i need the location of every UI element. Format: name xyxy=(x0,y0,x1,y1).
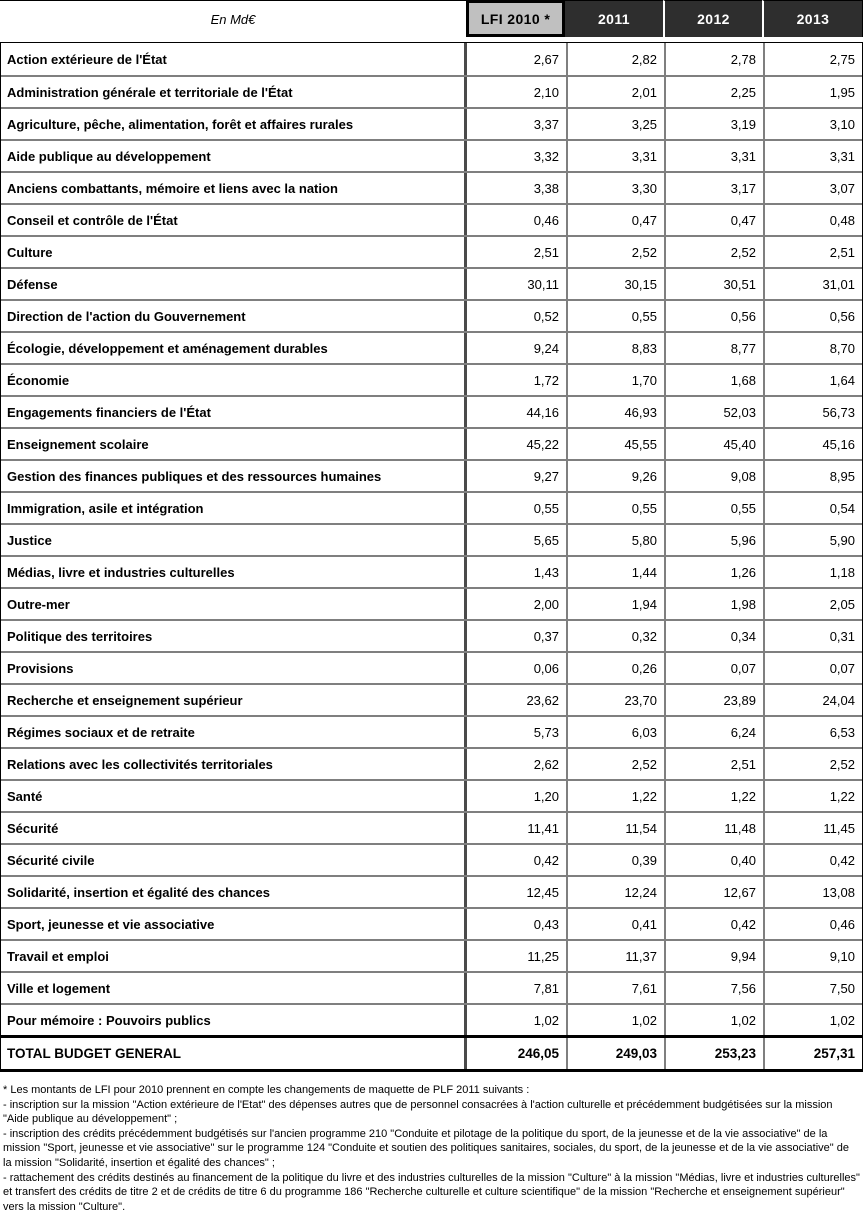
value-cell: 0,55 xyxy=(533,500,559,516)
value-cell: 1,22 xyxy=(763,781,862,811)
total-row xyxy=(1,1035,862,1069)
value-cell: 3,31 xyxy=(566,141,664,171)
table-header-row xyxy=(0,0,863,37)
value-cell: 1,94 xyxy=(566,589,664,619)
table-row xyxy=(1,235,862,267)
table-row xyxy=(1,875,862,907)
value-cell: 3,31 xyxy=(763,141,862,171)
mission-label: Administration générale et territoriale de l'État xyxy=(1,77,467,107)
value-cell: 3,31 xyxy=(664,141,763,171)
value-cell: 2,51 xyxy=(664,749,763,779)
table-row xyxy=(1,363,862,395)
mission-label: Relations avec les collectivités territoriales xyxy=(1,749,467,779)
value-cell: 11,25 xyxy=(527,948,559,964)
mission-label: Outre-mer xyxy=(1,589,467,619)
value-cell: 11,48 xyxy=(664,813,763,843)
value-cell: 0,37 xyxy=(533,628,559,644)
value-cell: 0,55 xyxy=(664,493,763,523)
footnote-item-2: - inscription des crédits précédemment budgétisés sur l'ancien programme 210 "Conduite et pilotage de la politique du sport, de la jeunesse et de la vie associative" de la mission "Sport, jeunesse et vie associative" sur le programme 124 "Conduite et soutien des politiques sanitaires, sociales, du sport, de la jeunesse et de la vie associative" de la mission "Solidarité, insertion et égalité des chances" ; xyxy=(3,1127,849,1169)
value-cell: 0,34 xyxy=(664,621,763,651)
value-cell: 0,52 xyxy=(533,308,559,324)
value-cell: 0,26 xyxy=(566,653,664,683)
value-cell: 3,37 xyxy=(533,116,559,132)
footnote-item-1: - inscription sur la mission "Action extérieure de l'Etat" des dépenses autres que de personnel consacrées à l'action culturelle et précédemment budgétisées sur la mission "Aide publique au développement" ; xyxy=(3,1098,833,1126)
value-cell: 11,54 xyxy=(566,813,664,843)
value-cell: 52,03 xyxy=(664,397,763,427)
table-row xyxy=(1,299,862,331)
total-value-2013: 257,31 xyxy=(763,1038,862,1069)
value-cell: 2,51 xyxy=(533,244,559,260)
value-cell: 0,48 xyxy=(763,205,862,235)
mission-label: Sport, jeunesse et vie associative xyxy=(1,909,467,939)
value-cell: 0,47 xyxy=(566,205,664,235)
value-cell: 0,42 xyxy=(533,852,559,868)
value-cell: 7,56 xyxy=(664,973,763,1003)
value-cell: 6,24 xyxy=(664,717,763,747)
value-cell: 9,27 xyxy=(533,468,559,484)
value-cell: 0,55 xyxy=(566,493,664,523)
value-cell: 1,72 xyxy=(533,372,559,388)
value-cell: 3,32 xyxy=(533,148,559,164)
value-cell: 2,10 xyxy=(533,84,559,100)
value-cell: 9,94 xyxy=(664,941,763,971)
table-row xyxy=(1,779,862,811)
value-cell: 1,18 xyxy=(763,557,862,587)
table-row xyxy=(1,139,862,171)
value-cell: 0,55 xyxy=(566,301,664,331)
value-cell: 30,15 xyxy=(566,269,664,299)
value-cell: 1,44 xyxy=(566,557,664,587)
table-row xyxy=(1,395,862,427)
mission-label: Défense xyxy=(1,269,467,299)
value-cell: 9,26 xyxy=(566,461,664,491)
value-cell: 2,51 xyxy=(763,237,862,267)
mission-label: Régimes sociaux et de retraite xyxy=(1,717,467,747)
table-row xyxy=(1,43,862,75)
footnote-intro: * Les montants de LFI pour 2010 prennent en compte les changements de maquette de PLF 2011 suivants : xyxy=(3,1084,530,1096)
mission-label: Médias, livre et industries culturelles xyxy=(1,557,467,587)
footnote-item-3: - rattachement des crédits destinés au financement de la politique du livre et des industries culturelles de la mission "Culture" à la mission "Médias, livre et industries culturelles" et transfert des crédits de titre 2 et de crédits de titre 6 du programme 186 "Recherche culturelle et culture scientifique" de la mission "Recherche et enseignement supérieur" vers la mission "Culture". xyxy=(3,1171,860,1211)
unit-label: En Md€ xyxy=(0,0,466,37)
table-row xyxy=(1,939,862,971)
table-row xyxy=(1,267,862,299)
table-row xyxy=(1,555,862,587)
value-cell: 5,96 xyxy=(664,525,763,555)
value-cell: 0,42 xyxy=(664,909,763,939)
value-cell: 1,02 xyxy=(763,1005,862,1035)
value-cell: 0,32 xyxy=(566,621,664,651)
value-cell: 11,37 xyxy=(566,941,664,971)
value-cell: 11,41 xyxy=(527,820,559,836)
value-cell: 3,25 xyxy=(566,109,664,139)
value-cell: 1,20 xyxy=(533,788,559,804)
value-cell: 45,22 xyxy=(526,436,559,452)
mission-label: Sécurité xyxy=(1,813,467,843)
mission-label: Travail et emploi xyxy=(1,941,467,971)
value-cell: 3,30 xyxy=(566,173,664,203)
mission-label: Sécurité civile xyxy=(1,845,467,875)
value-cell: 2,52 xyxy=(664,237,763,267)
table-row xyxy=(1,907,862,939)
value-cell: 1,64 xyxy=(763,365,862,395)
mission-label: Ville et logement xyxy=(1,973,467,1003)
value-cell: 1,02 xyxy=(664,1005,763,1035)
table-row xyxy=(1,843,862,875)
mission-label: Justice xyxy=(1,525,467,555)
value-cell: 1,02 xyxy=(533,1012,559,1028)
mission-label: Recherche et enseignement supérieur xyxy=(1,685,467,715)
footnotes xyxy=(0,1083,863,1211)
table-row xyxy=(1,619,862,651)
mission-label: Gestion des finances publiques et des ressources humaines xyxy=(1,461,467,491)
value-cell: 2,25 xyxy=(664,77,763,107)
mission-label: Enseignement scolaire xyxy=(1,429,467,459)
value-cell: 0,31 xyxy=(763,621,862,651)
value-cell: 2,05 xyxy=(763,589,862,619)
value-cell: 45,55 xyxy=(566,429,664,459)
value-cell: 11,45 xyxy=(763,813,862,843)
value-cell: 24,04 xyxy=(763,685,862,715)
value-cell: 8,77 xyxy=(664,333,763,363)
value-cell: 12,24 xyxy=(566,877,664,907)
value-cell: 2,82 xyxy=(566,43,664,75)
total-value-2012: 253,23 xyxy=(664,1038,763,1069)
value-cell: 1,43 xyxy=(533,564,559,580)
table-row xyxy=(1,523,862,555)
value-cell: 5,80 xyxy=(566,525,664,555)
value-cell: 9,10 xyxy=(763,941,862,971)
value-cell: 30,11 xyxy=(527,276,559,292)
value-cell: 2,62 xyxy=(533,756,559,772)
mission-label: Écologie, développement et aménagement durables xyxy=(1,333,467,363)
mission-label: Immigration, asile et intégration xyxy=(1,493,467,523)
value-cell: 3,07 xyxy=(763,173,862,203)
table-row xyxy=(1,459,862,491)
value-cell: 0,46 xyxy=(763,909,862,939)
value-cell: 2,00 xyxy=(533,596,559,612)
value-cell: 1,95 xyxy=(763,77,862,107)
mission-label: Direction de l'action du Gouvernement xyxy=(1,301,467,331)
mission-label: Conseil et contrôle de l'État xyxy=(1,205,467,235)
table-row xyxy=(1,203,862,235)
value-cell: 6,53 xyxy=(763,717,862,747)
table-row xyxy=(1,331,862,363)
mission-label: Action extérieure de l'État xyxy=(1,43,467,75)
value-cell: 3,17 xyxy=(664,173,763,203)
value-cell: 1,02 xyxy=(566,1005,664,1035)
value-cell: 1,70 xyxy=(566,365,664,395)
value-cell: 1,98 xyxy=(664,589,763,619)
column-header-2012: 2012 xyxy=(663,0,762,37)
value-cell: 3,38 xyxy=(533,180,559,196)
value-cell: 3,19 xyxy=(664,109,763,139)
value-cell: 31,01 xyxy=(763,269,862,299)
value-cell: 0,47 xyxy=(664,205,763,235)
value-cell: 12,67 xyxy=(664,877,763,907)
table-row xyxy=(1,651,862,683)
value-cell: 3,10 xyxy=(763,109,862,139)
value-cell: 45,40 xyxy=(664,429,763,459)
value-cell: 23,70 xyxy=(566,685,664,715)
mission-label: Santé xyxy=(1,781,467,811)
table-row xyxy=(1,683,862,715)
table-row xyxy=(1,1003,862,1035)
mission-label: Agriculture, pêche, alimentation, forêt et affaires rurales xyxy=(1,109,467,139)
table-body xyxy=(0,42,863,1072)
value-cell: 0,56 xyxy=(763,301,862,331)
value-cell: 0,43 xyxy=(533,916,559,932)
table-row xyxy=(1,171,862,203)
table-row xyxy=(1,107,862,139)
value-cell: 23,62 xyxy=(526,692,559,708)
table-row xyxy=(1,811,862,843)
value-cell: 0,46 xyxy=(533,212,559,228)
value-cell: 12,45 xyxy=(526,884,559,900)
value-cell: 2,75 xyxy=(763,43,862,75)
value-cell: 45,16 xyxy=(763,429,862,459)
value-cell: 44,16 xyxy=(526,404,559,420)
value-cell: 2,78 xyxy=(664,43,763,75)
value-cell: 9,24 xyxy=(533,340,559,356)
mission-label: Pour mémoire : Pouvoirs publics xyxy=(1,1005,467,1035)
value-cell: 1,22 xyxy=(664,781,763,811)
table-row xyxy=(1,587,862,619)
column-header-2013: 2013 xyxy=(762,0,863,37)
value-cell: 1,22 xyxy=(566,781,664,811)
mission-label: Provisions xyxy=(1,653,467,683)
value-cell: 7,81 xyxy=(533,980,559,996)
value-cell: 0,07 xyxy=(664,653,763,683)
value-cell: 1,26 xyxy=(664,557,763,587)
value-cell: 8,83 xyxy=(566,333,664,363)
value-cell: 5,65 xyxy=(533,532,559,548)
value-cell: 6,03 xyxy=(566,717,664,747)
value-cell: 13,08 xyxy=(763,877,862,907)
mission-label: Engagements financiers de l'État xyxy=(1,397,467,427)
table-row xyxy=(1,427,862,459)
value-cell: 7,61 xyxy=(566,973,664,1003)
value-cell: 0,39 xyxy=(566,845,664,875)
value-cell: 0,42 xyxy=(763,845,862,875)
table-row xyxy=(1,747,862,779)
column-header-lfi-2010: LFI 2010 * xyxy=(466,0,565,37)
value-cell: 2,52 xyxy=(566,237,664,267)
value-cell: 2,52 xyxy=(566,749,664,779)
mission-label: Culture xyxy=(1,237,467,267)
value-cell: 7,50 xyxy=(763,973,862,1003)
value-cell: 8,70 xyxy=(763,333,862,363)
mission-label: Économie xyxy=(1,365,467,395)
total-value-lfi-2010: 246,05 xyxy=(517,1046,559,1061)
value-cell: 2,52 xyxy=(763,749,862,779)
table-row xyxy=(1,491,862,523)
mission-label: Anciens combattants, mémoire et liens avec la nation xyxy=(1,173,467,203)
column-header-2011: 2011 xyxy=(565,0,663,37)
value-cell: 0,06 xyxy=(533,660,559,676)
value-cell: 9,08 xyxy=(664,461,763,491)
value-cell: 5,90 xyxy=(763,525,862,555)
value-cell: 5,73 xyxy=(533,724,559,740)
value-cell: 8,95 xyxy=(763,461,862,491)
total-value-2011: 249,03 xyxy=(566,1038,664,1069)
value-cell: 56,73 xyxy=(763,397,862,427)
value-cell: 23,89 xyxy=(664,685,763,715)
total-label: TOTAL BUDGET GENERAL xyxy=(1,1038,467,1069)
table-row xyxy=(1,715,862,747)
value-cell: 2,67 xyxy=(533,51,559,67)
value-cell: 0,54 xyxy=(763,493,862,523)
table-row xyxy=(1,971,862,1003)
value-cell: 46,93 xyxy=(566,397,664,427)
value-cell: 1,68 xyxy=(664,365,763,395)
value-cell: 0,40 xyxy=(664,845,763,875)
mission-label: Politique des territoires xyxy=(1,621,467,651)
value-cell: 0,07 xyxy=(763,653,862,683)
mission-label: Aide publique au développement xyxy=(1,141,467,171)
value-cell: 0,41 xyxy=(566,909,664,939)
value-cell: 2,01 xyxy=(566,77,664,107)
table-row xyxy=(1,75,862,107)
value-cell: 0,56 xyxy=(664,301,763,331)
value-cell: 30,51 xyxy=(664,269,763,299)
mission-label: Solidarité, insertion et égalité des chances xyxy=(1,877,467,907)
